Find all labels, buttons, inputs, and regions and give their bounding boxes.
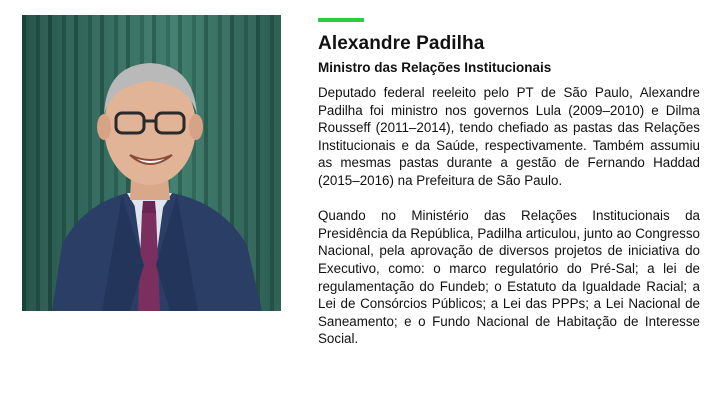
profile-name: Alexandre Padilha: [318, 33, 485, 54]
profile-role: Ministro das Relações Institucionais: [318, 60, 552, 75]
profile-bio: [318, 84, 700, 348]
bio-paragraph-2: Quando no Ministério das Relações Institucionais da Presidência da República, Padilha articulou, junto ao Congresso Nacional, pela aprovação de diversos projetos de iniciativa do Executivo, como: o marco regulatório do Pré-Sal; a lei de regulamentação do Fundeb; o Estatuto da Igualdade Racial; a Lei de Consórcios Públicos; a Lei das PPPs; a Lei Nacional de Saneamento; e o Fundo Nacional de Habitação de Interesse Social.: [318, 208, 700, 347]
bio-paragraph-1: Deputado federal reeleito pelo PT de São Paulo, Alexandre Padilha foi ministro nos governos Lula (2009–2010) e Dilma Rousseff (2011–2014), tendo chefiado as pastas das Relações Institucionais e da Saúde, respectivamente. Também assumiu as mesmas pastas durante a gestão de Fernando Haddad (2015–2016) na Prefeitura de São Paulo.: [318, 85, 700, 188]
portrait-photo: [22, 15, 281, 311]
portrait-illustration: [22, 15, 281, 311]
accent-bar: [318, 18, 364, 22]
